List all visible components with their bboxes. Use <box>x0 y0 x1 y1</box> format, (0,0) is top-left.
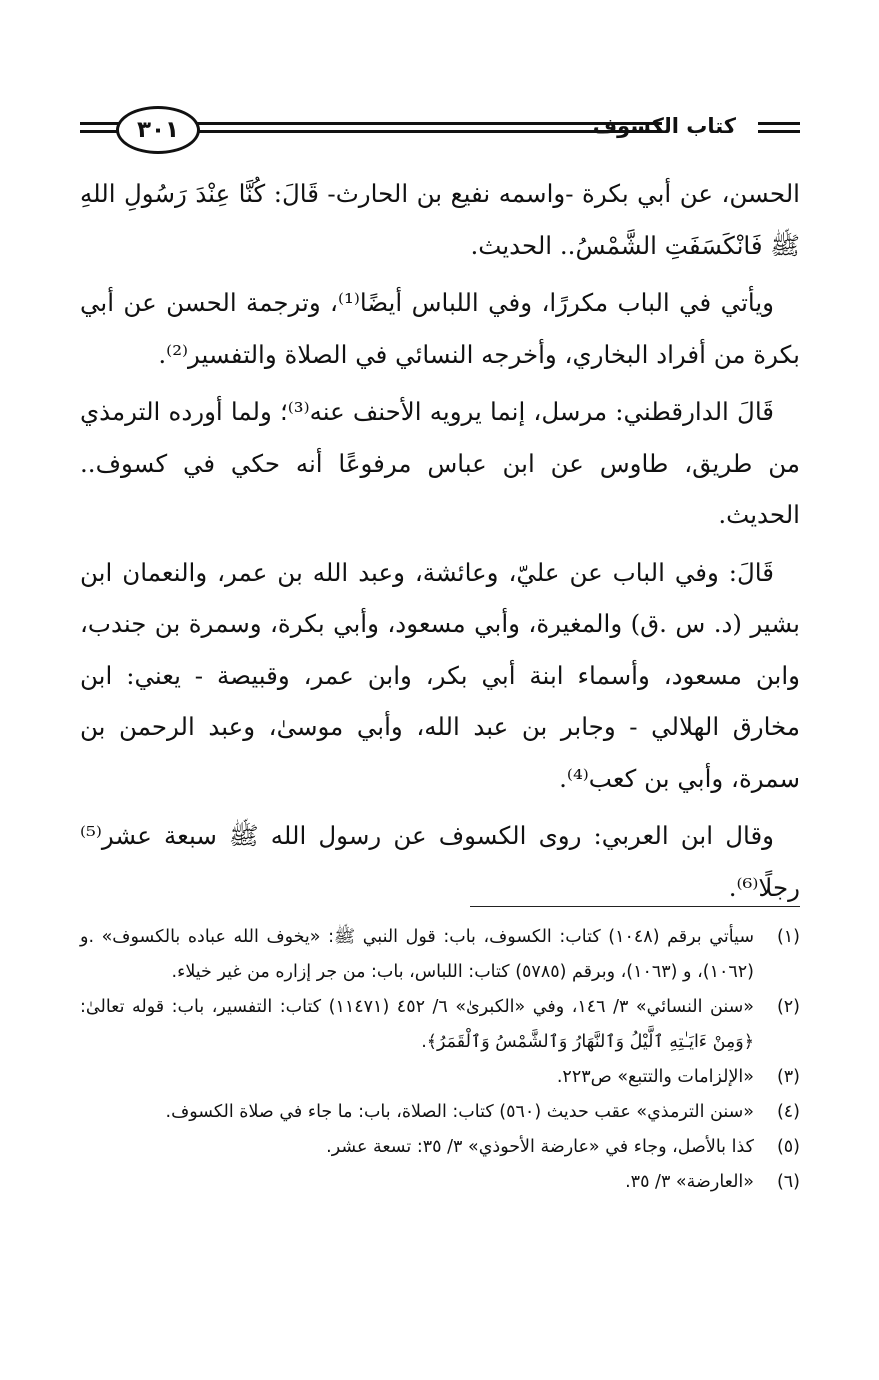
footnote-number: (٤) <box>776 1102 800 1122</box>
footnote-text: كذا بالأصل، وجاء في «عارضة الأحوذي» ٣/ ٣٥: تسعة عشر. <box>326 1137 754 1157</box>
paragraph: قَالَ الدارقطني: مرسل، إنما يرويه الأحنف عنه⁽³⁾؛ ولما أورده الترمذي من طريق، طاوس عن ابن عباس مرفوعًا أنه حكي في كسوف.. الحديث. <box>80 397 800 529</box>
header-rule-middle-bottom <box>192 130 662 133</box>
footnote <box>80 990 800 1060</box>
footnote-text: «سنن الترمذي» عقب حديث (٥٦٠) كتاب: الصلاة، باب: ما جاء في صلاة الكسوف. <box>165 1102 754 1122</box>
header-rule-right-top <box>758 122 800 125</box>
footnote-text: «العارضة» ٣/ ٣٥. <box>625 1172 754 1192</box>
header-rule-middle-top <box>192 122 662 125</box>
footnotes <box>80 920 800 1200</box>
footnote-text: «الإلزامات والتتبع» ص٢٢٣. <box>556 1067 754 1087</box>
footnote-number: (٣) <box>776 1067 800 1087</box>
header-rule-right-bottom <box>758 130 800 133</box>
footnote-number: (٥) <box>776 1137 800 1157</box>
page-header <box>80 100 800 160</box>
header-rule-left-bottom <box>80 130 120 133</box>
footnote-number: (١) <box>776 927 800 947</box>
header-rule-left-top <box>80 122 120 125</box>
page-number: ٣٠١ <box>136 117 180 143</box>
main-text <box>80 168 800 919</box>
paragraph: وقال ابن العربي: روى الكسوف عن رسول الله ﷺ سبعة عشر⁽⁵⁾ رجلًا⁽⁶⁾. <box>80 821 800 902</box>
paragraph: ويأتي في الباب مكررًا، وفي اللباس أيضًا⁽¹⁾، وترجمة الحسن عن أبي بكرة من أفراد البخاري، وأخرجه النسائي في الصلاة والتفسير⁽²⁾. <box>80 288 800 369</box>
footnote-text: سيأتي برقم (١٠٤٨) كتاب: الكسوف، باب: قول النبي ﷺ: «يخوف الله عباده بالكسوف» .و (١٠٦٢)، و (١٠٦٣)، وبرقم (٥٧٨٥) كتاب: اللباس، باب: من جر إزاره من غير خيلاء. <box>80 927 754 982</box>
page-number-badge <box>116 106 200 154</box>
paragraph: الحسن، عن أبي بكرة -واسمه نفيع بن الحارث- قَالَ: كُنَّا عِنْدَ رَسُولِ اللهِ ﷺ فَانْكَسَفَتِ الشَّمْسُ.. الحديث. <box>80 179 800 260</box>
footnote-separator <box>470 906 800 907</box>
footnote <box>80 1095 800 1130</box>
chapter-title: كتاب الكسوف <box>592 114 736 138</box>
footnote <box>80 1060 800 1095</box>
footnote-number: (٢) <box>776 997 800 1017</box>
footnote <box>80 920 800 990</box>
footnote-number: (٦) <box>776 1172 800 1192</box>
footnote <box>80 1130 800 1165</box>
footnote <box>80 1165 800 1200</box>
paragraph: قَالَ: وفي الباب عن عليّ، وعائشة، وعبد الله بن عمر، والنعمان ابن بشير (د. س .ق) والمغيرة، وأبي مسعود، وأبي بكرة، وسمرة بن جندب، وابن مسعود، وأسماء ابنة أبي بكر، وابن عمر، وقبيصة - يعني: ابن مخارق الهلالي - وجابر بن عبد الله، وأبي موسىٰ، وعبد الرحمن بن سمرة، وأبي بن كعب⁽⁴⁾. <box>80 557 800 793</box>
footnote-text: «سنن النسائي» ٣/ ١٤٦، وفي «الكبرىٰ» ٦/ ٤٥٢ (١١٤٧١) كتاب: التفسير، باب: قوله تعالىٰ: ﴿وَمِنْ ءَايَـٰتِهِ ٱلَّيْلُ وَٱلنَّهَارُ وَٱلشَّمْسُ وَٱلْقَمَرُ﴾. <box>80 997 754 1052</box>
